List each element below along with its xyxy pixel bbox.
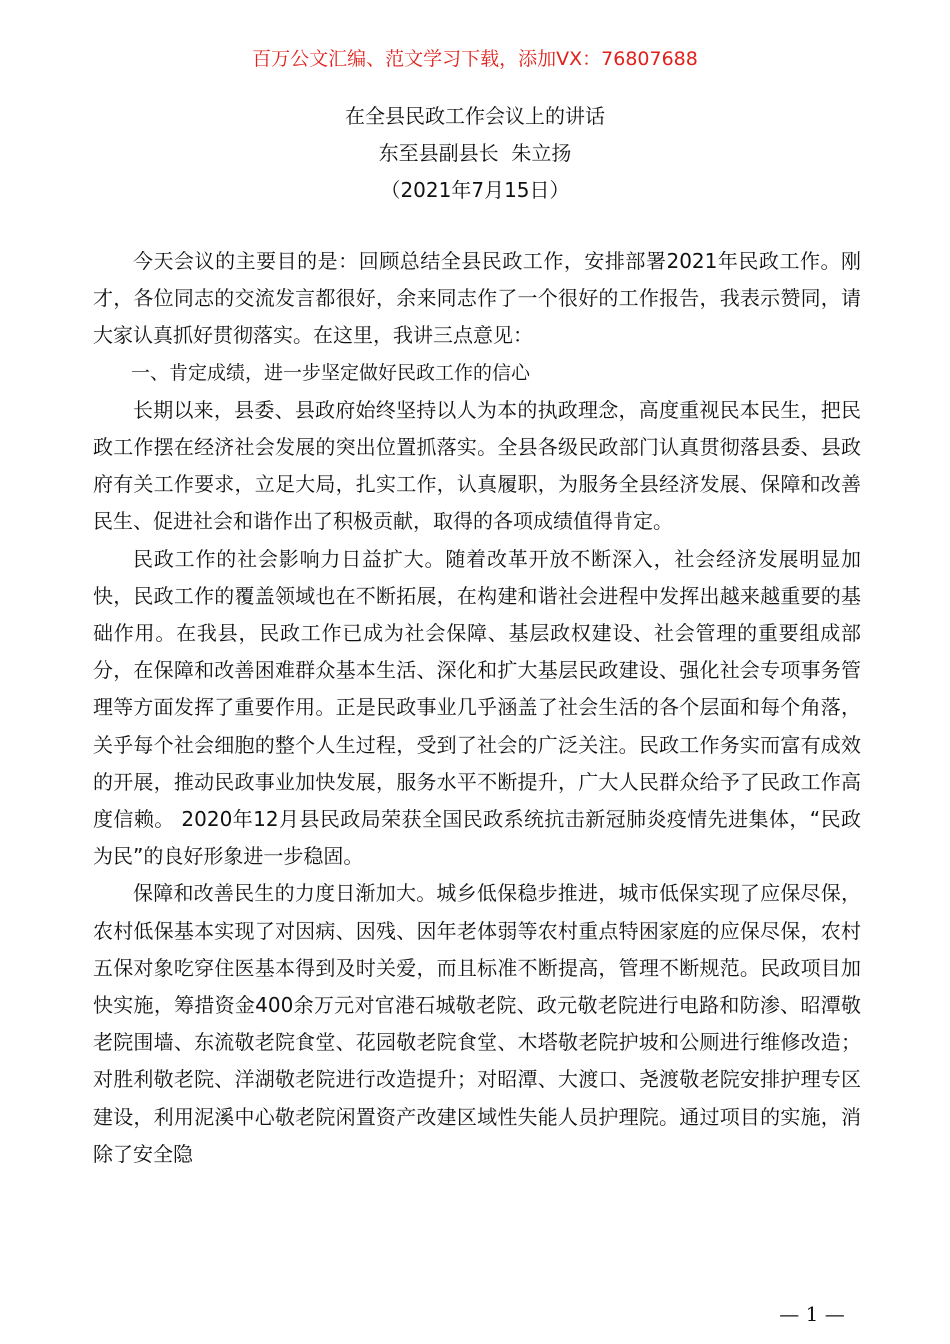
paragraph: 保障和改善民生的力度日渐加大。城乡低保稳步推进，城市低保实现了应保尽保，农村低保基本实现了对因病、因残、因年老体弱等农村重点特困家庭的应保尽保，农村五保对象吃穿住医基本得到及时关爱，而且标准不断提高，管理不断规范。民政项目加快实施，筹措资金400余万元对官港石城敬老院、政元敬老院进行电路和防渗、昭潭敬老院围墙、东流敬老院食堂、花园敬老院食堂、木塔敬老院护坡和公厕进行维修改造；对胜利敬老院、洋湖敬老院进行改造提升；对昭潭、大渡口、尧渡敬老院安排护理专区建设，利用泥溪中心敬老院闲置资产改建区域性失能人员护理院。通过项目的实施，消除了安全隐 [93, 881, 861, 1166]
watermark-banner: 百万公文汇编、范文学习下载，添加VX：76807688 [252, 48, 698, 70]
paragraph: 长期以来，县委、县政府始终坚持以人为本的执政理念，高度重视民本民生，把民政工作摆在经济社会发展的突出位置抓落实。全县各级民政部门认真贯彻落县委、县政府有关工作要求，立足大局，扎实工作，认真履职，为服务全县经济发展、保障和改善民生、促进社会和谐作出了积极贡献，取得的各项成绩值得肯定。 [93, 397, 861, 534]
speaker-line: 东至县副县长 朱立扬 [378, 141, 572, 165]
speech-body [93, 243, 861, 1173]
speech-title: 在全县民政工作会议上的讲话 [345, 104, 605, 128]
page-number: — 1 — [779, 1302, 845, 1326]
paragraph-intro: 今天会议的主要目的是：回顾总结全县民政工作，安排部署2021年民政工作。刚才，各位同志的交流发言都很好，余来同志作了一个很好的工作报告，我表示赞同，请大家认真抓好贯彻落实。在这里，我讲三点意见： [93, 249, 861, 348]
paragraph: 民政工作的社会影响力日益扩大。随着改革开放不断深入，社会经济发展明显加快，民政工作的覆盖领域也在不断拓展，在构建和谐社会进程中发挥出越来越重要的基础作用。在我县，民政工作已成为社会保障、基层政权建设、社会管理的重要组成部分，在保障和改善困难群众基本生活、深化和扩大基层民政建设、强化社会专项事务管理等方面发挥了重要作用。正是民政事业几乎涵盖了社会生活的各个层面和每个角落，关乎每个社会细胞的整个人生过程，受到了社会的广泛关注。民政工作务实而富有成效的开展，推动民政事业加快发展，服务水平不断提升，广大人民群众给予了民政工作高度信赖。 2020年12月县民政局荣获全国民政系统抗击新冠肺炎疫情先进集体，“民政为民”的良好形象进一步稳固。 [93, 546, 861, 869]
section-heading-1: 一、肯定成绩，进一步坚定做好民政工作的信心 [131, 361, 531, 384]
speech-header [0, 98, 950, 209]
speech-date: （2021年7月15日） [380, 178, 570, 202]
